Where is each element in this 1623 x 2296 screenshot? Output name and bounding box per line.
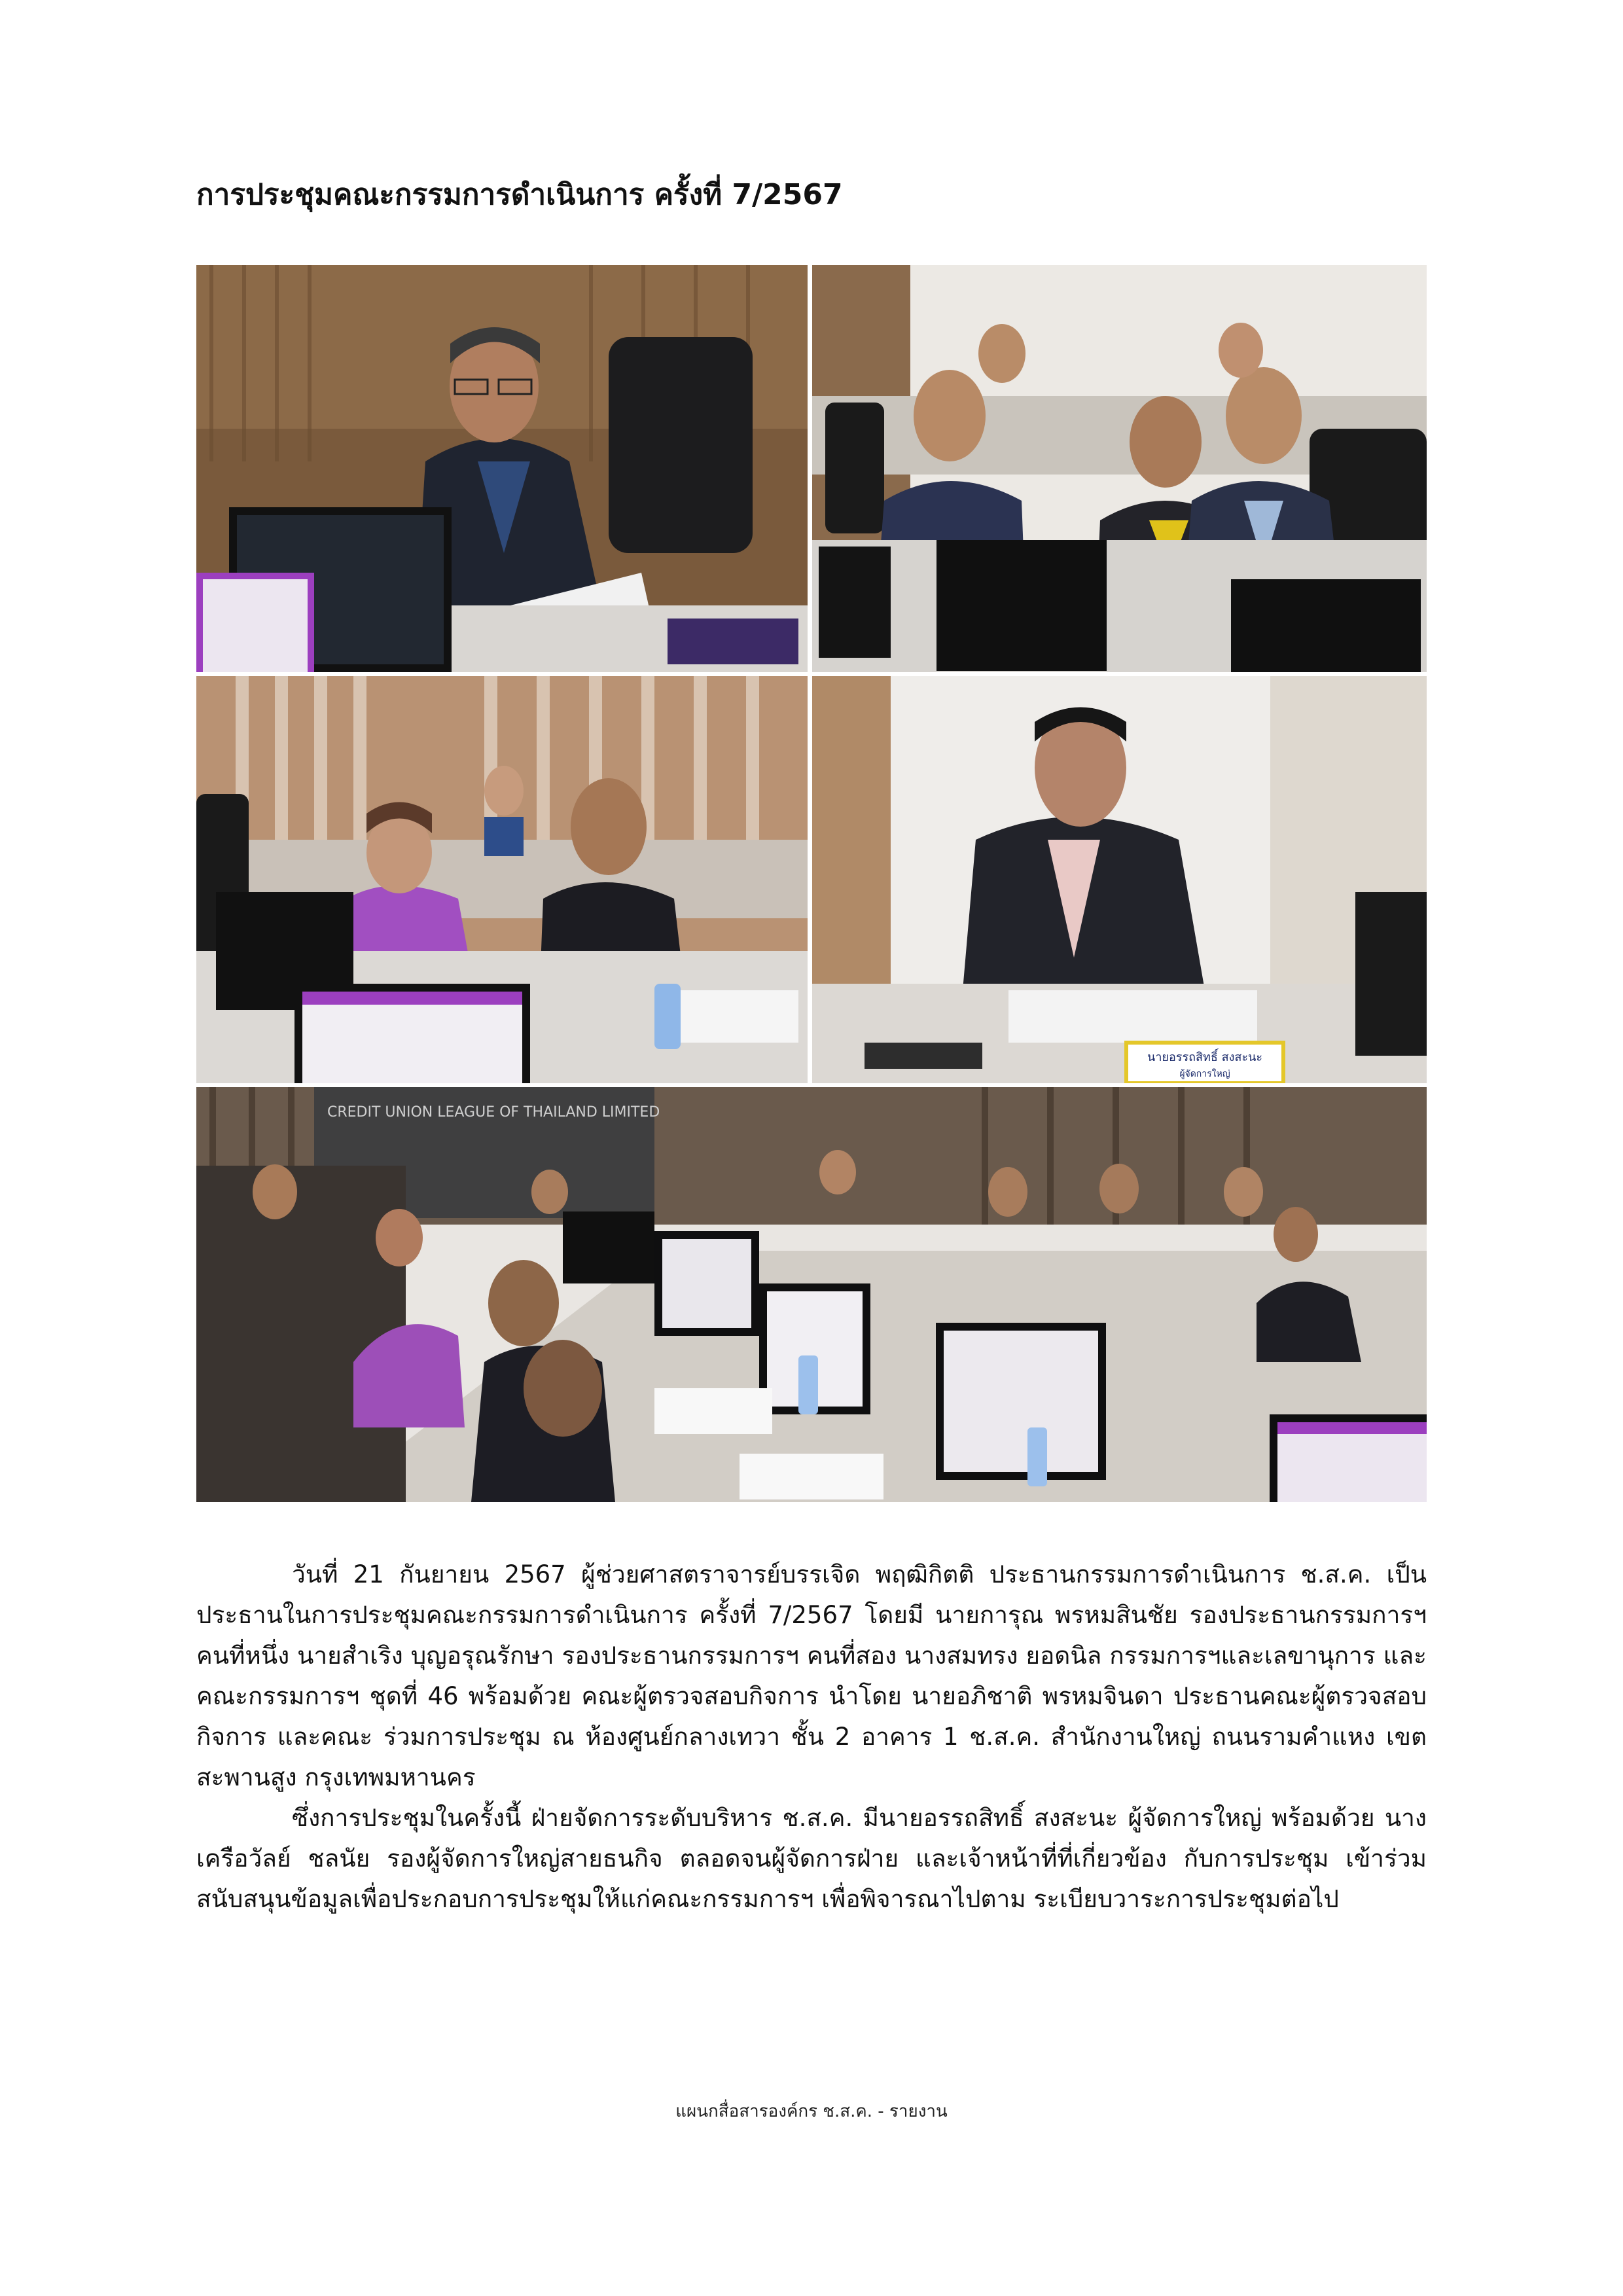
paragraph-1: วันที่ 21 กันยายน 2567 ผู้ช่วยศาสตราจารย์บรรเจิด พฤฒิกิตติ ประธานกรรมการดำเนินการ ช.ส.ค. เป็นประธานในการประชุมคณะกรรมการดำเนินการ ครั้งที่ 7/2567 โดยมี นายการุณ พรหมสินชัย รองประธานกรรมการฯ คนที่หนึ่ง นายสำเริง บุญอรุณรักษา รองประธานกรรมการฯ คนที่สอง นางสมทรง ยอดนิล กรรมการฯและเลขานุการ และคณะกรรมการฯ ชุดที่ 46 พร้อมด้วย คณะผู้ตรวจสอบกิจการ นำโดย นายอภิชาติ พรหมจินดา ประธานคณะผู้ตรวจสอบกิจการ และคณะ ร่วมการประชุม ณ ห้องศูนย์กลางเทวา ชั้น 2 อาคาร 1 ช.ส.ค. สำนักงานใหญ่ ถนนรามคำแหง เขตสะพานสูง กรุงเทพมหานคร xyxy=(196,1560,1427,1791)
paragraph-2: ซึ่งการประชุมในครั้งนี้ ฝ่ายจัดการระดับบริหาร ช.ส.ค. มีนายอรรถสิทธิ์ สงสะนะ ผู้จัดการใหญ่ พร้อมด้วย นางเครือวัลย์ ชลนัย รองผู้จัดการใหญ่สายธนกิจ ตลอดจนผู้จัดการฝ่าย และเจ้าหน้าที่ที่เกี่ยวข้อง กับการประชุม เข้าร่วมสนับสนุนข้อมูลเพื่อประกอบการประชุมให้แก่คณะกรรมการฯ เพื่อพิจารณาไปตาม ระเบียบวาระการประชุมต่อไป xyxy=(196,1804,1427,1913)
meeting-photo-members xyxy=(812,265,1427,672)
photo-collage xyxy=(196,265,1427,1502)
meeting-photo-secretary xyxy=(196,676,808,1083)
article-body xyxy=(196,1554,1427,1920)
page-footer: แผนกสื่อสารองค์กร ช.ส.ค. - รายงาน xyxy=(675,2102,948,2121)
meeting-photo-manager xyxy=(812,676,1427,1083)
nameplate-text: นายอรรถสิทธิ์ สงสะนะ xyxy=(1147,1050,1262,1064)
meeting-photo-room-overview xyxy=(196,1087,1427,1502)
page-title: การประชุมคณะกรรมการดำเนินการ ครั้งที่ 7/2567 xyxy=(196,178,843,211)
nameplate-subtitle: ผู้จัดการใหญ่ xyxy=(1179,1069,1230,1079)
meeting-photo-chairman xyxy=(196,265,808,672)
wall-sign-text: CREDIT UNION LEAGUE OF THAILAND LIMITED xyxy=(327,1104,660,1121)
